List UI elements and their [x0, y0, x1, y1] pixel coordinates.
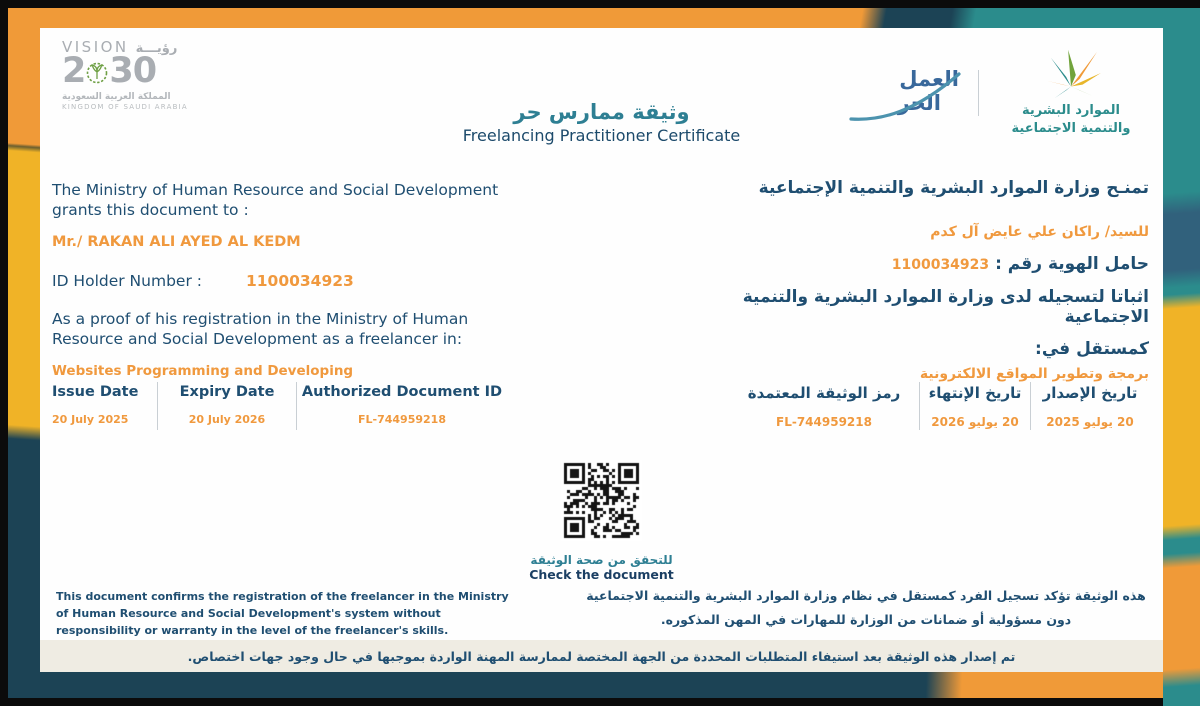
expiry-date-label-ar: تاريخ الإنتهاء [928, 384, 1022, 402]
proof-text-english: As a proof of his registration in the Ministry of Human Resource and Social Development as a freelancer in: [52, 310, 469, 349]
issue-date-cell-en [52, 384, 157, 426]
issue-date-label-ar: تاريخ الإصدار [1042, 384, 1138, 402]
qr-code [561, 460, 642, 541]
vision-word: VISION [62, 38, 129, 56]
footer-bar-text: تم إصدار هذه الوثيقة بعد استيفاء المتطلبات المحددة من الجهة المختصة لممارسة المهنة الواردة بموجبها في حال وجود جهات اختصاص. [187, 648, 1016, 664]
vision-word-arabic: رؤيـــة [135, 41, 178, 56]
arabic-text-block [669, 178, 1149, 382]
holder-name-english: Mr./ RAKAN ALI AYED AL KEDM [52, 234, 301, 251]
id-holder-label-arabic: حامل الهوية رقم : [995, 254, 1149, 274]
expiry-date-label-en: Expiry Date [179, 384, 275, 400]
issue-date-cell-ar [1031, 384, 1149, 429]
kingdom-name-english: KINGDOM OF SAUDI ARABIA [62, 103, 188, 111]
vision-year-2: 2 [62, 51, 86, 91]
frame-top-strip [8, 8, 1200, 30]
grant-text-english: The Ministry of Human Resource and Social Development grants this document to : [52, 181, 499, 220]
dates-table-arabic [729, 384, 1149, 430]
document-id-value-ar: FL-744959218 [776, 415, 872, 429]
profession-english: Websites Programming and Developing [52, 362, 354, 379]
svg-text:الحر: الحر [897, 90, 941, 115]
qr-caption-arabic: للتحقق من صحة الوثيقة [530, 553, 673, 567]
ministry-starburst-icon [1038, 48, 1104, 100]
table-divider [919, 382, 920, 430]
expiry-date-value-en: 20 July 2026 [188, 413, 266, 426]
disclaimer-arabic: هذه الوثيقة تؤكد تسجيل الفرد كمستقل في نظام وزارة الموارد البشرية والتنمية الاجتماعية دون مسؤولية أو ضمانات من الوزارة للمهارات في المهن المذكوره. [586, 588, 1146, 627]
vision-year-30: 30 [109, 51, 157, 91]
qr-caption-english: Check the document [529, 567, 674, 582]
holder-name-arabic: للسيد/ راكان علي عايض آل كدم [930, 224, 1149, 240]
id-holder-number-english: 1100034923 [245, 272, 354, 291]
expiry-date-cell-ar [920, 384, 1030, 429]
palm-emblem-icon [85, 57, 109, 87]
expiry-date-cell-en [158, 384, 296, 426]
id-holder-number-arabic: 1100034923 [891, 257, 990, 273]
frame-bottom-strip [8, 672, 1200, 698]
document-id-cell-ar [729, 384, 919, 429]
issue-date-value-ar: 20 يوليو 2025 [1046, 415, 1134, 429]
issue-date-value-en: 20 July 2025 [52, 413, 129, 426]
table-divider [1030, 382, 1031, 430]
grant-text-arabic: تمنـح وزارة الموارد البشرية والتنمية الإجتماعية [758, 178, 1149, 198]
document-id-value-en: FL-744959218 [358, 413, 446, 426]
certificate-card [40, 28, 1163, 672]
document-id-cell-en [297, 384, 507, 426]
svg-text:العمل: العمل [899, 66, 959, 91]
ministry-name-line1: الموارد البشرية [1021, 103, 1121, 118]
title-block [40, 100, 1163, 145]
id-holder-label-english: ID Holder Number : [52, 272, 202, 291]
document-id-label-en: Authorized Document ID [301, 384, 503, 400]
certificate-title-arabic: وثيقة ممارس حر [513, 100, 690, 124]
footer-bar [40, 640, 1163, 672]
english-text-block [52, 180, 530, 380]
proof-text-arabic: اثباتا لتسجيله لدى وزارة الموارد البشرية والتنمية الاجتماعية [742, 287, 1149, 327]
issue-date-label-en: Issue Date [52, 384, 139, 400]
kingdom-name-arabic: المملكة العربية السعودية [62, 92, 171, 102]
dates-table-english [52, 384, 507, 430]
document-id-label-ar: رمز الوثيقة المعتمدة [747, 384, 901, 402]
disclaimer-english: This document confirms the registration of the freelancer in the Ministry of Human Resource and Social Development's system without responsibility or warranty in the level of the freelancer's skills. [56, 590, 509, 638]
certificate-title-english: Freelancing Practitioner Certificate [462, 126, 741, 145]
expiry-date-value-ar: 20 يوليو 2026 [931, 415, 1019, 429]
ministry-name-line2: والتنمية الاجتماعية [1011, 120, 1131, 136]
profession-arabic: برمجة وتطوير المواقع الالكترونية [919, 366, 1149, 382]
frame-right-strip [1163, 8, 1200, 706]
frame-left-strip [8, 8, 40, 698]
as-freelancer-arabic: كمستقل في: [1035, 339, 1149, 359]
qr-section [40, 460, 1163, 582]
